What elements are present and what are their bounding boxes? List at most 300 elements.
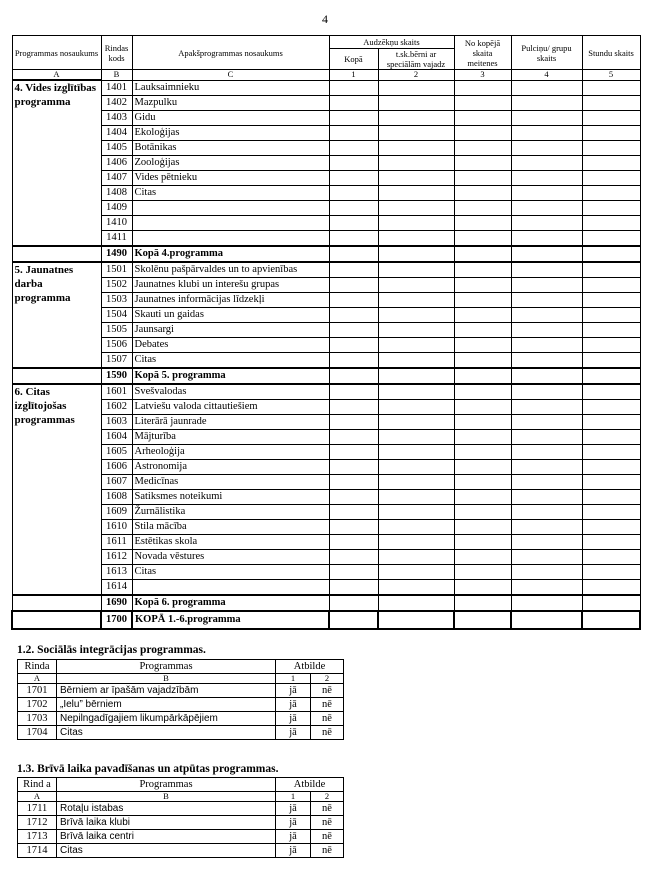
table-row xyxy=(18,684,344,698)
row-code: 1703 xyxy=(18,712,57,726)
value-cell xyxy=(511,215,582,230)
value-cell xyxy=(511,549,582,564)
table-row xyxy=(12,474,640,489)
value-cell xyxy=(454,474,511,489)
value-cell xyxy=(511,200,582,215)
answer-yes: jā xyxy=(276,802,311,816)
value-cell xyxy=(378,444,454,459)
row-code: 1614 xyxy=(101,579,132,595)
table-row xyxy=(12,444,640,459)
value-cell xyxy=(378,185,454,200)
row-code: 1409 xyxy=(101,200,132,215)
value-cell xyxy=(582,140,640,155)
row-code: 1411 xyxy=(101,230,132,246)
value-cell xyxy=(511,125,582,140)
value-cell xyxy=(329,399,378,414)
value-cell xyxy=(511,489,582,504)
table-row xyxy=(18,802,344,816)
value-cell xyxy=(582,277,640,292)
answer-no: nē xyxy=(311,816,344,830)
value-cell xyxy=(454,564,511,579)
value-cell xyxy=(511,292,582,307)
answer-yes: jā xyxy=(276,684,311,698)
value-cell xyxy=(378,474,454,489)
table-row xyxy=(12,579,640,595)
value-cell xyxy=(378,414,454,429)
value-cell xyxy=(378,140,454,155)
table-row xyxy=(12,564,640,579)
answer-no: nē xyxy=(311,726,344,740)
table-row xyxy=(18,830,344,844)
row-code: 1613 xyxy=(101,564,132,579)
table-row xyxy=(12,307,640,322)
value-cell xyxy=(329,262,378,278)
letters-row xyxy=(18,792,344,802)
subprogram-name: Satiksmes noteikumi xyxy=(132,489,329,504)
value-cell xyxy=(582,564,640,579)
value-cell xyxy=(378,534,454,549)
subprogram-name: Skauti un gaidas xyxy=(132,307,329,322)
program-name: 4. Vides izglītības programma xyxy=(12,80,101,246)
col-letter: 2 xyxy=(311,792,344,802)
row-code: 1502 xyxy=(101,277,132,292)
value-cell xyxy=(378,579,454,595)
value-cell xyxy=(329,125,378,140)
value-cell xyxy=(582,125,640,140)
subprogram-name xyxy=(132,200,329,215)
program-name: Citas xyxy=(57,726,276,740)
header-subprogram-name: Apakšprogrammas nosaukums xyxy=(132,36,329,70)
value-cell xyxy=(454,337,511,352)
col-letter: 1 xyxy=(329,70,378,81)
value-cell xyxy=(454,504,511,519)
col-letter: A xyxy=(18,792,57,802)
value-cell xyxy=(454,155,511,170)
subprogram-name: Vides pētnieku xyxy=(132,170,329,185)
program-name: Nepilngadīgajiem likumpārkāpējiem xyxy=(57,712,276,726)
subprogram-name: Skolēnu pašpārvaldes un to apvienības xyxy=(132,262,329,278)
col-letter: 1 xyxy=(276,792,311,802)
value-cell xyxy=(329,155,378,170)
table-row xyxy=(12,414,640,429)
table-row xyxy=(12,155,640,170)
value-cell xyxy=(329,140,378,155)
value-cell xyxy=(511,368,582,384)
value-cell xyxy=(511,230,582,246)
value-cell xyxy=(511,579,582,595)
table-row xyxy=(12,489,640,504)
value-cell xyxy=(582,504,640,519)
value-cell xyxy=(582,534,640,549)
total-code: 1490 xyxy=(101,246,132,262)
value-cell xyxy=(582,429,640,444)
value-cell xyxy=(582,292,640,307)
value-cell xyxy=(454,459,511,474)
program-name: 5. Jaunatnes darba programma xyxy=(12,262,101,368)
value-cell xyxy=(454,170,511,185)
value-cell xyxy=(511,337,582,352)
row-code: 1611 xyxy=(101,534,132,549)
value-cell xyxy=(454,322,511,337)
value-cell xyxy=(378,262,454,278)
table-row xyxy=(12,185,640,200)
subprogram-name: Jaunatnes klubi un interešu grupas xyxy=(132,277,329,292)
value-cell xyxy=(378,564,454,579)
table-row xyxy=(12,95,640,110)
value-cell xyxy=(454,95,511,110)
program-total-row xyxy=(12,595,640,611)
value-cell xyxy=(329,200,378,215)
value-cell xyxy=(454,110,511,125)
table-row xyxy=(18,712,344,726)
row-code: 1607 xyxy=(101,474,132,489)
value-cell xyxy=(582,337,640,352)
table-row xyxy=(12,215,640,230)
header-row-label: Rind a xyxy=(18,778,57,792)
value-cell xyxy=(329,564,378,579)
value-cell xyxy=(511,504,582,519)
subprogram-name xyxy=(132,579,329,595)
value-cell xyxy=(582,444,640,459)
value-cell xyxy=(454,489,511,504)
header-hours: Stundu skaits xyxy=(582,36,640,70)
subprogram-name xyxy=(132,215,329,230)
value-cell xyxy=(454,262,511,278)
subprogram-name: Arheoloģija xyxy=(132,444,329,459)
row-code: 1712 xyxy=(18,816,57,830)
value-cell xyxy=(454,352,511,368)
table-row xyxy=(12,277,640,292)
value-cell xyxy=(582,80,640,95)
row-code: 1713 xyxy=(18,830,57,844)
value-cell xyxy=(582,368,640,384)
value-cell xyxy=(454,534,511,549)
value-cell xyxy=(378,322,454,337)
value-cell xyxy=(378,200,454,215)
value-cell xyxy=(511,140,582,155)
col-letter: A xyxy=(18,674,57,684)
subprogram-name: Mazpulku xyxy=(132,95,329,110)
header-program: Programmas xyxy=(57,778,276,792)
answer-no: nē xyxy=(311,802,344,816)
value-cell xyxy=(454,384,511,400)
answer-yes: jā xyxy=(276,698,311,712)
total-label: Kopā 5. programma xyxy=(132,368,329,384)
value-cell xyxy=(511,185,582,200)
value-cell xyxy=(454,230,511,246)
grand-total-label: KOPĀ 1.-6.programma xyxy=(132,611,329,629)
answer-yes: jā xyxy=(276,712,311,726)
answer-yes: jā xyxy=(276,726,311,740)
main-program-table xyxy=(11,35,641,630)
value-cell xyxy=(329,215,378,230)
row-code: 1702 xyxy=(18,698,57,712)
row-code: 1507 xyxy=(101,352,132,368)
total-code: 1690 xyxy=(101,595,132,611)
subprogram-name: Literārā jaunrade xyxy=(132,414,329,429)
row-code: 1714 xyxy=(18,844,57,858)
value-cell xyxy=(378,110,454,125)
col-letter: 2 xyxy=(378,70,454,81)
value-cell xyxy=(582,384,640,400)
header-answer: Atbilde xyxy=(276,778,344,792)
value-cell xyxy=(329,504,378,519)
value-cell xyxy=(511,262,582,278)
row-code: 1601 xyxy=(101,384,132,400)
value-cell xyxy=(378,230,454,246)
value-cell xyxy=(329,595,378,611)
program-name-cell xyxy=(12,595,101,611)
answer-no: nē xyxy=(311,844,344,858)
value-cell xyxy=(511,444,582,459)
value-cell xyxy=(511,155,582,170)
answer-no: nē xyxy=(311,830,344,844)
value-cell xyxy=(329,277,378,292)
row-code: 1612 xyxy=(101,549,132,564)
row-code: 1407 xyxy=(101,170,132,185)
row-code: 1410 xyxy=(101,215,132,230)
value-cell xyxy=(511,611,582,629)
value-cell xyxy=(511,519,582,534)
subprogram-name xyxy=(132,230,329,246)
value-cell xyxy=(378,519,454,534)
value-cell xyxy=(329,549,378,564)
value-cell xyxy=(329,429,378,444)
value-cell xyxy=(378,95,454,110)
value-cell xyxy=(582,399,640,414)
letters-row xyxy=(18,674,344,684)
subprogram-name: Zooloģijas xyxy=(132,155,329,170)
row-code: 1608 xyxy=(101,489,132,504)
col-letter: C xyxy=(132,70,329,81)
value-cell xyxy=(454,399,511,414)
row-code: 1504 xyxy=(101,307,132,322)
value-cell xyxy=(454,414,511,429)
row-code: 1606 xyxy=(101,459,132,474)
value-cell xyxy=(454,429,511,444)
row-code: 1408 xyxy=(101,185,132,200)
value-cell xyxy=(329,230,378,246)
subprogram-name: Estētikas skola xyxy=(132,534,329,549)
subprogram-name: Lauksaimnieku xyxy=(132,80,329,95)
value-cell xyxy=(454,277,511,292)
program-name: Citas xyxy=(57,844,276,858)
value-cell xyxy=(511,414,582,429)
row-code: 1701 xyxy=(18,684,57,698)
grand-total-code: 1700 xyxy=(101,611,132,629)
subprogram-name: Citas xyxy=(132,352,329,368)
value-cell xyxy=(454,125,511,140)
value-cell xyxy=(329,368,378,384)
subprogram-name: Medicīnas xyxy=(132,474,329,489)
value-cell xyxy=(582,200,640,215)
table-row xyxy=(12,170,640,185)
section-1-2-title: 1.2. Sociālās integrācijas programmas. xyxy=(17,644,206,656)
value-cell xyxy=(329,474,378,489)
table-row xyxy=(12,262,640,278)
value-cell xyxy=(582,230,640,246)
program-name: Brīvā laika klubi xyxy=(57,816,276,830)
table-row xyxy=(12,429,640,444)
value-cell xyxy=(582,519,640,534)
program-name-cell xyxy=(12,368,101,384)
value-cell xyxy=(329,489,378,504)
header-answer: Atbilde xyxy=(276,660,344,674)
row-code: 1404 xyxy=(101,125,132,140)
value-cell xyxy=(329,352,378,368)
row-code: 1403 xyxy=(101,110,132,125)
value-cell xyxy=(378,246,454,262)
value-cell xyxy=(378,504,454,519)
value-cell xyxy=(329,414,378,429)
value-cell xyxy=(511,534,582,549)
subprogram-name: Stila mācība xyxy=(132,519,329,534)
header-groups: Pulciņu/ grupu skaits xyxy=(511,36,582,70)
value-cell xyxy=(511,170,582,185)
header-total: Kopā xyxy=(329,49,378,70)
value-cell xyxy=(582,414,640,429)
value-cell xyxy=(511,399,582,414)
value-cell xyxy=(454,292,511,307)
value-cell xyxy=(582,489,640,504)
table-row xyxy=(18,726,344,740)
table-row xyxy=(12,110,640,125)
value-cell xyxy=(329,80,378,95)
value-cell xyxy=(329,384,378,400)
value-cell xyxy=(378,215,454,230)
col-letter: B xyxy=(57,792,276,802)
value-cell xyxy=(454,595,511,611)
value-cell xyxy=(329,579,378,595)
value-cell xyxy=(582,352,640,368)
value-cell xyxy=(378,549,454,564)
value-cell xyxy=(582,215,640,230)
value-cell xyxy=(511,595,582,611)
value-cell xyxy=(582,185,640,200)
answer-no: nē xyxy=(311,698,344,712)
subprogram-name: Citas xyxy=(132,185,329,200)
value-cell xyxy=(582,95,640,110)
value-cell xyxy=(454,140,511,155)
program-name: Bērniem ar īpašām vajadzībām xyxy=(57,684,276,698)
table-row xyxy=(12,519,640,534)
table-row xyxy=(12,384,640,400)
value-cell xyxy=(329,444,378,459)
value-cell xyxy=(582,246,640,262)
value-cell xyxy=(582,155,640,170)
value-cell xyxy=(511,110,582,125)
value-cell xyxy=(511,384,582,400)
table-row xyxy=(12,337,640,352)
value-cell xyxy=(378,307,454,322)
value-cell xyxy=(378,384,454,400)
section-1-3-title: 1.3. Brīvā laika pavadīšanas un atpūtas programmas. xyxy=(17,763,279,775)
value-cell xyxy=(329,185,378,200)
value-cell xyxy=(454,200,511,215)
value-cell xyxy=(511,352,582,368)
value-cell xyxy=(511,564,582,579)
value-cell xyxy=(378,125,454,140)
value-cell xyxy=(329,170,378,185)
value-cell xyxy=(511,429,582,444)
value-cell xyxy=(454,368,511,384)
table-row xyxy=(12,125,640,140)
value-cell xyxy=(454,444,511,459)
total-label: Kopā 6. programma xyxy=(132,595,329,611)
program-name: 6. Citas izglītojošas programmas xyxy=(12,384,101,595)
value-cell xyxy=(582,474,640,489)
header-row xyxy=(18,778,344,792)
value-cell xyxy=(454,185,511,200)
value-cell xyxy=(329,110,378,125)
subprogram-name: Citas xyxy=(132,564,329,579)
value-cell xyxy=(582,595,640,611)
subprogram-name: Latviešu valoda cittautiešiem xyxy=(132,399,329,414)
table-row xyxy=(12,200,640,215)
table-row xyxy=(12,399,640,414)
row-code: 1704 xyxy=(18,726,57,740)
header-girls: No kopējā skaita meitenes xyxy=(454,36,511,70)
table-row xyxy=(18,698,344,712)
row-code: 1711 xyxy=(18,802,57,816)
value-cell xyxy=(511,95,582,110)
value-cell xyxy=(329,322,378,337)
program-name: „Ielu” bērniem xyxy=(57,698,276,712)
value-cell xyxy=(378,352,454,368)
value-cell xyxy=(329,611,378,629)
value-cell xyxy=(454,579,511,595)
col-letter: 4 xyxy=(511,70,582,81)
subprogram-name: Ekoloģijas xyxy=(132,125,329,140)
row-code: 1605 xyxy=(101,444,132,459)
value-cell xyxy=(511,246,582,262)
value-cell xyxy=(454,307,511,322)
value-cell xyxy=(582,322,640,337)
value-cell xyxy=(511,322,582,337)
value-cell xyxy=(378,459,454,474)
value-cell xyxy=(378,368,454,384)
program-total-row xyxy=(12,246,640,262)
col-letter: 5 xyxy=(582,70,640,81)
leisure-programs-table xyxy=(17,777,344,858)
value-cell xyxy=(582,459,640,474)
value-cell xyxy=(329,246,378,262)
program-total-row xyxy=(12,368,640,384)
value-cell xyxy=(329,459,378,474)
col-letter: B xyxy=(57,674,276,684)
answer-yes: jā xyxy=(276,830,311,844)
row-code: 1609 xyxy=(101,504,132,519)
header-program-name: Programmas nosaukums xyxy=(12,36,101,70)
row-code: 1604 xyxy=(101,429,132,444)
value-cell xyxy=(454,549,511,564)
table-row xyxy=(18,816,344,830)
program-name: Rotaļu istabas xyxy=(57,802,276,816)
value-cell xyxy=(511,80,582,95)
header-program: Programmas xyxy=(57,660,276,674)
col-letter: 2 xyxy=(311,674,344,684)
value-cell xyxy=(454,519,511,534)
row-code: 1603 xyxy=(101,414,132,429)
value-cell xyxy=(378,80,454,95)
value-cell xyxy=(582,611,640,629)
value-cell xyxy=(582,549,640,564)
subprogram-name: Jaunsargi xyxy=(132,322,329,337)
total-code: 1590 xyxy=(101,368,132,384)
header-row xyxy=(18,660,344,674)
value-cell xyxy=(378,292,454,307)
row-code: 1506 xyxy=(101,337,132,352)
